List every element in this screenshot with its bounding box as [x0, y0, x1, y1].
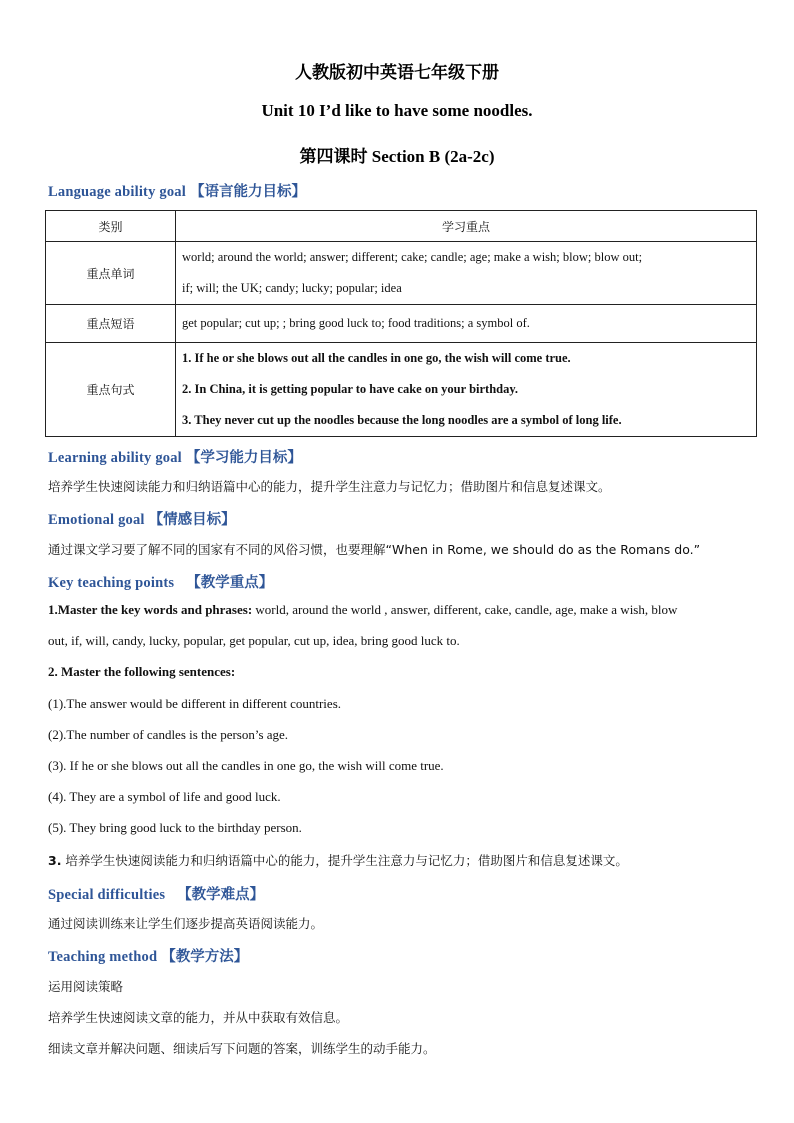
learning-goal-text: 培养学生快速阅读能力和归纳语篇中心的能力，提升学生注意力与记忆力；借助图片和信息复述课文。	[48, 479, 611, 494]
content-line: get popular; cut up; ; bring good luck to; food traditions; a symbol of.	[182, 316, 530, 330]
emotional-goal-heading: Emotional goal 【情感目标】	[48, 512, 236, 528]
ability-point: 3. 培养学生快速阅读能力和归纳语篇中心的能力，提升学生注意力与记忆力；借助图片和信息复述课文。	[48, 853, 628, 868]
difficulties-heading: Special difficulties 【教学难点】	[48, 887, 265, 903]
content-cell	[176, 305, 757, 343]
category-cell: 重点短语	[46, 305, 176, 343]
method-heading: Teaching method 【教学方法】	[48, 949, 249, 965]
method-line: 运用阅读策略	[48, 979, 124, 994]
method-line: 细读文章并解决问题、细读后写下问题的答案，训练学生的动手能力。	[48, 1041, 436, 1056]
table-header-row	[46, 211, 757, 242]
book-title: 人教版初中英语七年级下册	[295, 63, 499, 82]
method-line: 培养学生快速阅读文章的能力，并从中获取有效信息。	[48, 1010, 349, 1025]
key-words-line: 1.Master the key words and phrases: world, around the world , answer, different, cake, candle, age, make a wish, blow	[48, 602, 678, 617]
table-header-focus: 学习重点	[176, 211, 757, 242]
difficulties-text: 通过阅读训练来让学生们逐步提高英语阅读能力。	[48, 916, 324, 931]
content-line: if; will; the UK; candy; lucky; popular; idea	[182, 281, 402, 295]
table-row	[46, 305, 757, 343]
table-header-category: 类别	[46, 211, 176, 242]
language-goal-heading: Language ability goal 【语言能力目标】	[48, 184, 306, 200]
learning-goal-heading: Learning ability goal 【学习能力目标】	[48, 450, 302, 466]
key-words-line-2: out, if, will, candy, lucky, popular, get popular, cut up, idea, bring good luck to.	[48, 633, 460, 648]
key-points-heading: Key teaching points 【教学重点】	[48, 575, 274, 591]
content-line: 1. If he or she blows out all the candles in one go, the wish will come true.	[182, 351, 571, 365]
unit-title: Unit 10 I’d like to have some noodles.	[261, 101, 533, 120]
table-row	[46, 242, 757, 305]
content-line: 3. They never cut up the noodles because the long noodles are a symbol of long life.	[182, 413, 622, 427]
goals-table	[45, 210, 757, 437]
sentence-item: (4). They are a symbol of life and good luck.	[48, 789, 281, 804]
lesson-title: 第四课时 Section B (2a-2c)	[299, 147, 495, 166]
sentence-item: (2).The number of candles is the person’s age.	[48, 727, 289, 742]
sentence-item: (1).The answer would be different in different countries.	[48, 696, 342, 711]
sentence-item: (5). They bring good luck to the birthday person.	[48, 820, 302, 835]
content-cell	[176, 242, 757, 305]
category-cell: 重点句式	[46, 343, 176, 437]
content-line: 2. In China, it is getting popular to have cake on your birthday.	[182, 382, 519, 396]
content-cell	[176, 343, 757, 437]
table-row	[46, 343, 757, 437]
emotional-goal-text: 通过课文学习要了解不同的国家有不同的风俗习惯，也要理解“When in Rome, we should do as the Romans do.”	[48, 542, 701, 557]
sentence-item: (3). If he or she blows out all the candles in one go, the wish will come true.	[48, 758, 444, 773]
category-cell: 重点单词	[46, 242, 176, 305]
content-line: world; around the world; answer; different; cake; candle; age; make a wish; blow; blow out;	[182, 250, 643, 264]
sentences-label: 2. Master the following sentences:	[48, 664, 236, 679]
